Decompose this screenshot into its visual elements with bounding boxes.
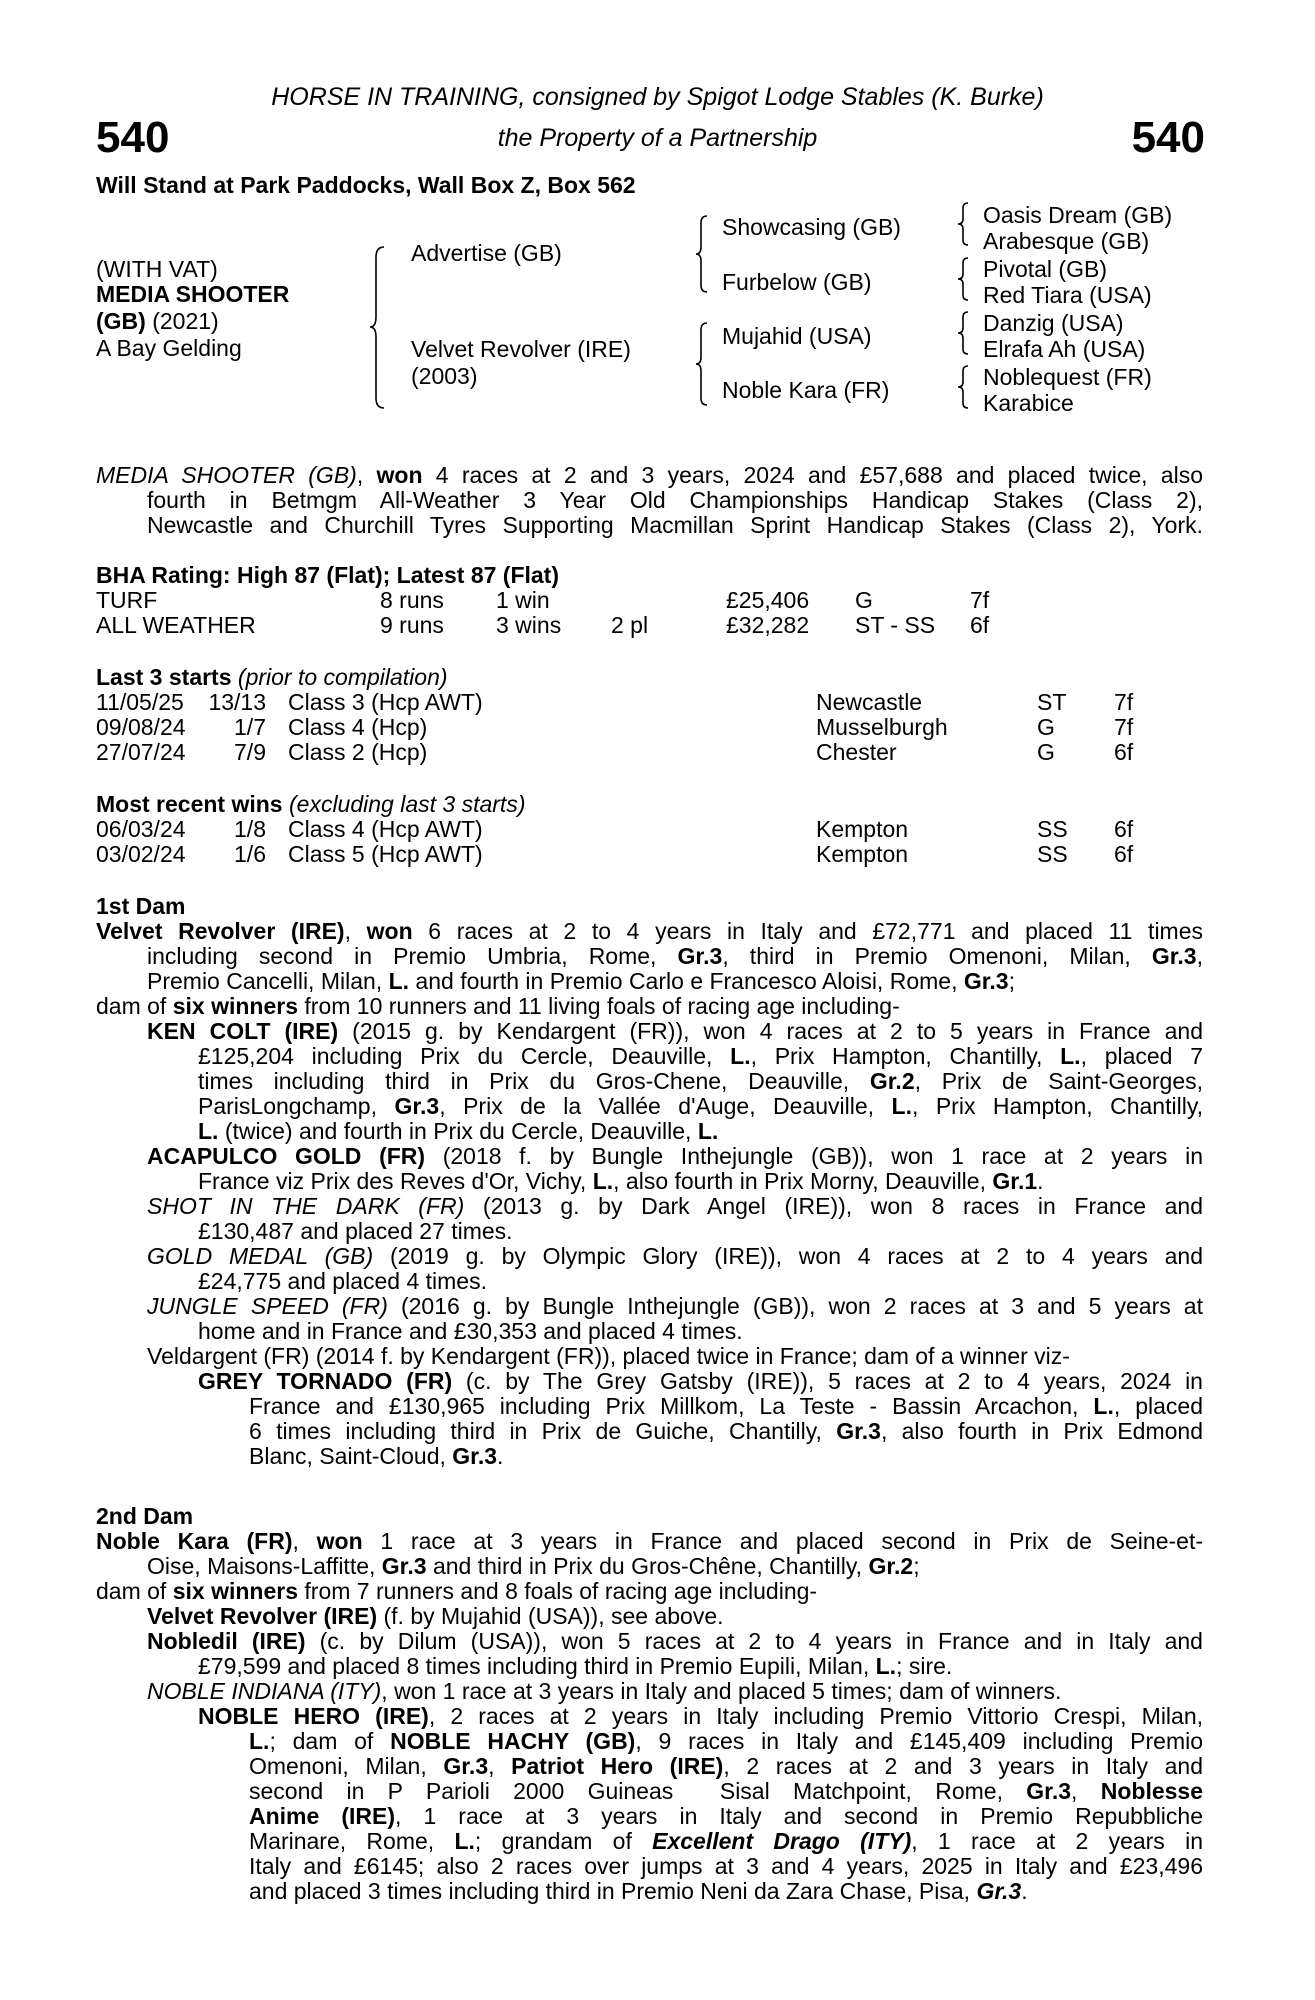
progeny-text: , placed <box>1113 1393 1203 1419</box>
noble-hero-line-7: Italy and £6145; also 2 races over jumps at 3 and 4 years, 2025 in Italy and £23,496 <box>249 1853 1203 1879</box>
start-course: Musselburgh <box>816 714 948 740</box>
progeny-text: , won 1 race at 3 years in Italy and placed 5 times; dam of winners. <box>381 1678 1062 1704</box>
progeny-text: (2015 g. by Kendargent (FR)), won 4 races at 2 to 5 years in France and <box>338 1018 1203 1044</box>
progeny-text: , also fourth in Prix Edmond <box>880 1418 1204 1444</box>
grey-tornado-line-3 <box>249 1419 1203 1444</box>
progeny-text: , 1 race at 3 years in Italy and second in Premio Repubbliche <box>395 1803 1204 1829</box>
progeny-text: , Prix Hampton, Chantilly, <box>911 1093 1203 1119</box>
veldargent-line: Veldargent (FR) (2014 f. by Kendargent (FR)), placed twice in France; dam of a winner viz- <box>147 1343 1070 1369</box>
shot-dark-line-1 <box>147 1194 1203 1219</box>
pedigree-g7: Noblequest (FR) <box>983 364 1152 390</box>
pedigree-sire-sire: Showcasing (GB) <box>722 214 901 240</box>
dam1-text: , <box>1196 943 1203 969</box>
listed-label: L. <box>388 968 410 994</box>
start-date: 27/07/24 <box>96 739 186 765</box>
grey-tornado-line-4 <box>249 1444 503 1469</box>
noble-hero-line-2 <box>249 1729 1203 1754</box>
summary-won: won <box>376 462 423 488</box>
nobledil-line-1 <box>147 1629 1203 1654</box>
progeny-text: , Prix de la Vallée d'Auge, Deauville, <box>439 1093 892 1119</box>
progeny-name: KEN COLT (IRE) <box>147 1018 339 1044</box>
grade-label: Gr.3 <box>976 1878 1022 1904</box>
grey-tornado-line-1 <box>198 1369 1203 1394</box>
progeny-text: Omenoni, Milan, <box>249 1753 444 1779</box>
progeny-name: GREY TORNADO (FR) <box>198 1368 453 1394</box>
dam2-name: Noble Kara (FR) <box>96 1528 293 1554</box>
jungle-speed-line-2: home and in France and £30,353 and placed 4 times. <box>198 1318 743 1344</box>
listed-label: L. <box>198 1118 219 1144</box>
noble-hero-line-4 <box>249 1779 1203 1804</box>
progeny-text: . <box>1021 1878 1028 1904</box>
progeny-text: ; sire. <box>896 1653 953 1679</box>
velvet-revolver-line <box>147 1604 724 1629</box>
pedigree-sire: Advertise (GB) <box>411 240 562 266</box>
progeny-text: , also fourth in Prix Morny, Deauville, <box>613 1168 993 1194</box>
noble-hero-line-1 <box>198 1704 1203 1729</box>
progeny-name: GOLD MEDAL (GB) <box>147 1243 374 1269</box>
dam1-text: from 10 runners and 11 living foals of racing age including- <box>298 993 900 1019</box>
win-course: Kempton <box>816 816 909 842</box>
start-position: 1/7 <box>234 714 266 740</box>
pedigree-brace-dam <box>694 321 710 407</box>
grade-label: Gr.1 <box>992 1168 1038 1194</box>
start-position: 13/13 <box>208 689 266 715</box>
property-line: the Property of a Partnership <box>497 124 818 152</box>
start-date: 09/08/24 <box>96 714 186 740</box>
dam1-text: dam of <box>96 993 173 1019</box>
pedigree-dam: Velvet Revolver (IRE) <box>411 336 631 362</box>
start-position: 7/9 <box>234 739 266 765</box>
horse-origin <box>96 309 219 334</box>
recent-title: Most recent wins <box>96 791 283 817</box>
lot-number-right: 540 <box>1131 113 1205 162</box>
rating-runs: 9 runs <box>380 612 444 638</box>
dam2-text: and third in Prix du Gros-Chêne, Chantilly, <box>426 1553 869 1579</box>
grade-label: Gr.3 <box>381 1553 427 1579</box>
progeny-text: , 9 races in Italy and £145,409 including Premio <box>635 1728 1204 1754</box>
progeny-text: times including third in Prix du Gros-Chene, Deauville, <box>198 1068 870 1094</box>
ken-colt-line-2 <box>198 1044 1203 1069</box>
win-going: SS <box>1037 816 1068 842</box>
start-going: ST <box>1037 689 1067 715</box>
dam1-text: and fourth in Premio Carlo e Francesco Aloisi, Rome, <box>409 968 964 994</box>
rating-wins: 1 win <box>496 587 550 613</box>
dam2-heading: 2nd Dam <box>96 1503 194 1529</box>
vat-label: (WITH VAT) <box>96 256 218 282</box>
listed-label: L. <box>730 1043 751 1069</box>
grey-tornado-line-2 <box>249 1394 1203 1419</box>
lot-number-left: 540 <box>96 113 170 162</box>
dam1-line-4 <box>96 994 900 1019</box>
progeny-name: Velvet Revolver (IRE) <box>147 1603 378 1629</box>
noble-indiana-line <box>147 1679 1061 1704</box>
rating-surface: ALL WEATHER <box>96 612 256 638</box>
start-race: Class 3 (Hcp AWT) <box>288 689 483 715</box>
win-date: 06/03/24 <box>96 816 186 842</box>
progeny-name: NOBLE HACHY (GB) <box>390 1728 636 1754</box>
progeny-text: , Prix Hampton, Chantilly, <box>750 1043 1061 1069</box>
rating-prize: £32,282 <box>726 612 810 638</box>
start-going: G <box>1037 714 1055 740</box>
progeny-text: (2018 f. by Bungle Inthejungle (GB)), won 1 race at 2 years in <box>425 1143 1203 1169</box>
dam1-text: ; <box>1008 968 1015 994</box>
grade-label: Gr.3 <box>1026 1778 1072 1804</box>
rating-prize: £25,406 <box>726 587 810 613</box>
dam1-text: including second in Premio Umbria, Rome, <box>147 943 678 969</box>
start-course: Chester <box>816 739 897 765</box>
progeny-name: JUNGLE SPEED (FR) <box>147 1293 388 1319</box>
pedigree-g3: Pivotal (GB) <box>983 256 1107 282</box>
listed-label: L. <box>592 1168 614 1194</box>
progeny-name: Noblesse <box>1100 1778 1203 1804</box>
start-dist: 7f <box>1114 689 1134 715</box>
progeny-name: Nobledil (IRE) <box>147 1628 306 1654</box>
rating-going: ST - SS <box>855 612 936 638</box>
pedigree-sire-dam: Furbelow (GB) <box>722 269 872 295</box>
jungle-speed-line-1 <box>147 1294 1203 1319</box>
grade-label: Gr.2 <box>868 1553 914 1579</box>
progeny-text: , <box>1071 1778 1101 1804</box>
grade-label: Gr.3 <box>963 968 1009 994</box>
progeny-text: , <box>488 1753 512 1779</box>
dam1-line-2 <box>147 944 1203 969</box>
pedigree-g8: Karabice <box>983 390 1074 416</box>
pedigree-dam-sire: Mujahid (USA) <box>722 323 872 349</box>
horse-year: (2021) <box>145 308 219 334</box>
horse-country: (GB) <box>96 308 146 334</box>
listed-label: L. <box>697 1118 719 1144</box>
dam2-text: dam of <box>96 1578 173 1604</box>
dam1-text: , third in Premio Omenoni, Milan, <box>722 943 1152 969</box>
last3-note: (prior to compilation) <box>231 664 448 690</box>
gold-medal-line-2: £24,775 and placed 4 times. <box>198 1268 487 1294</box>
start-going: G <box>1037 739 1055 765</box>
grade-label: Gr.3 <box>677 943 723 969</box>
noble-hero-line-3 <box>249 1754 1203 1779</box>
progeny-text: (2019 g. by Olympic Glory (IRE)), won 4 races at 2 to 4 years and <box>373 1243 1203 1269</box>
dam1-text: 6 races at 2 to 4 years in Italy and £72,771 and placed 11 times <box>412 918 1203 944</box>
pedigree-brace-g4 <box>956 364 970 410</box>
noble-hero-line-8 <box>249 1879 1028 1904</box>
grade-label: Gr.3 <box>443 1753 489 1779</box>
start-dist: 7f <box>1114 714 1134 740</box>
ken-colt-line-4 <box>198 1094 1203 1119</box>
pedigree-g6: Elrafa Ah (USA) <box>983 336 1146 362</box>
dam2-text: Oise, Maisons-Laffitte, <box>147 1553 382 1579</box>
pedigree-g5: Danzig (USA) <box>983 310 1124 336</box>
progeny-text: £125,204 including Prix du Cercle, Deauville, <box>198 1043 731 1069</box>
grade-label: Gr.3 <box>1151 943 1197 969</box>
rating-surface: TURF <box>96 587 158 613</box>
progeny-name: Anime (IRE) <box>249 1803 396 1829</box>
progeny-text: 6 times including third in Prix de Guiche, Chantilly, <box>249 1418 837 1444</box>
grade-label: Gr.2 <box>869 1068 915 1094</box>
win-race: Class 4 (Hcp AWT) <box>288 816 483 842</box>
summary-line-3: Newcastle and Churchill Tyres Supporting Macmillan Sprint Handicap Stakes (Class 2), York. <box>147 512 1203 538</box>
dam1-won: won <box>366 918 413 944</box>
progeny-text: . <box>497 1443 504 1469</box>
rating-wins: 3 wins <box>496 612 562 638</box>
progeny-text: . <box>1037 1168 1044 1194</box>
rating-heading: BHA Rating: High 87 (Flat); Latest 87 (Flat) <box>96 562 559 588</box>
horse-name: MEDIA SHOOTER <box>96 281 290 307</box>
progeny-text: Blanc, Saint-Cloud, <box>249 1443 453 1469</box>
pedigree-dam-dam: Noble Kara (FR) <box>722 377 890 403</box>
summary-line-2: fourth in Betmgm All-Weather 3 Year Old Championships Handicap Stakes (Class 2), <box>147 487 1203 513</box>
progeny-text: second in P Parioli 2000 Guineas Sisal Matchpoint, Rome, <box>249 1778 1027 1804</box>
dam1-name: Velvet Revolver (IRE) <box>96 918 345 944</box>
progeny-text: France viz Prix des Reves d'Or, Vichy, <box>198 1168 593 1194</box>
listed-label: L. <box>1060 1043 1081 1069</box>
rating-dist: 6f <box>970 612 990 638</box>
win-dist: 6f <box>1114 841 1134 867</box>
progeny-text: (c. by The Grey Gatsby (IRE)), 5 races at 2 to 4 years, 2024 in <box>452 1368 1203 1394</box>
dam2-text: 1 race at 3 years in France and placed second in Prix de Seine-et- <box>362 1528 1204 1554</box>
progeny-name: ACAPULCO GOLD (FR) <box>147 1143 426 1169</box>
rating-going: G <box>855 587 873 613</box>
win-race: Class 5 (Hcp AWT) <box>288 841 483 867</box>
win-position: 1/8 <box>234 816 266 842</box>
summary-text-1: 4 races at 2 and 3 years, 2024 and £57,688 and placed twice, also <box>422 462 1203 488</box>
rating-dist: 7f <box>970 587 990 613</box>
dam1-text: Premio Cancelli, Milan, <box>147 968 389 994</box>
dam2-text: ; <box>913 1553 920 1579</box>
acapulco-line-1 <box>147 1144 1203 1169</box>
progeny-text: France and £130,965 including Prix Millkom, La Teste - Bassin Arcachon, <box>249 1393 1094 1419</box>
listed-label: L. <box>891 1093 912 1119</box>
horse-description: A Bay Gelding <box>96 335 242 361</box>
summary-line-1: MEDIA SHOOTER (GB), won 4 races at 2 and 3 years, 2024 and £57,688 and placed twice, also <box>96 462 1203 488</box>
summary-horse-name: MEDIA SHOOTER (GB) <box>96 462 357 488</box>
dam2-line-3 <box>96 1579 817 1604</box>
progeny-text: (f. by Mujahid (USA)), see above. <box>377 1603 724 1629</box>
dam2-text: from 7 runners and 8 foals of racing age including- <box>298 1578 818 1604</box>
grade-label: Gr.3 <box>836 1418 881 1444</box>
dam2-line-1: Noble Kara (FR), won 1 race at 3 years in France and placed second in Prix de Seine-et- <box>96 1528 1204 1554</box>
gold-medal-line-1 <box>147 1244 1203 1269</box>
ken-colt-line-5 <box>198 1119 718 1144</box>
progeny-name: Patriot Hero (IRE) <box>511 1753 724 1779</box>
dam1-winners: six winners <box>172 993 298 1019</box>
shot-dark-line-2: £130,487 and placed 27 times. <box>198 1218 513 1244</box>
start-race: Class 2 (Hcp) <box>288 739 428 765</box>
progeny-name: NOBLE HERO (IRE) <box>198 1703 429 1729</box>
listed-label: L. <box>875 1653 897 1679</box>
ken-colt-line-3 <box>198 1069 1203 1094</box>
progeny-text: ; dam of <box>269 1728 391 1754</box>
progeny-text: ; grandam of <box>474 1828 653 1854</box>
dam2-winners: six winners <box>172 1578 298 1604</box>
progeny-text: , placed 7 <box>1080 1043 1203 1069</box>
progeny-text: ParisLongchamp, <box>198 1093 395 1119</box>
progeny-name: Excellent Drago (ITY) <box>652 1828 912 1854</box>
pedigree-brace-main <box>368 245 388 410</box>
location-line: Will Stand at Park Paddocks, Wall Box Z, Box 562 <box>96 172 636 198</box>
win-course: Kempton <box>816 841 909 867</box>
win-position: 1/6 <box>234 841 266 867</box>
listed-label: L. <box>1093 1393 1114 1419</box>
ken-colt-line-1 <box>147 1019 1203 1044</box>
progeny-text: , 2 races at 2 years in Italy including Premio Vittorio Crespi, Milan, <box>428 1703 1204 1729</box>
progeny-text: , 1 race at 2 years in <box>911 1828 1203 1854</box>
pedigree-brace-g3 <box>956 310 970 356</box>
win-date: 03/02/24 <box>96 841 186 867</box>
start-race: Class 4 (Hcp) <box>288 714 428 740</box>
progeny-text: , Prix de Saint-Georges, <box>914 1068 1204 1094</box>
pedigree-g2: Arabesque (GB) <box>983 228 1150 254</box>
pedigree-brace-sire <box>694 214 710 294</box>
progeny-name: NOBLE INDIANA (ITY) <box>147 1678 382 1704</box>
nobledil-line-2 <box>198 1654 952 1679</box>
dam1-heading: 1st Dam <box>96 893 186 919</box>
noble-hero-line-6 <box>249 1829 1203 1854</box>
rating-runs: 8 runs <box>380 587 444 613</box>
start-course: Newcastle <box>816 689 923 715</box>
pedigree-g4: Red Tiara (USA) <box>983 282 1152 308</box>
recent-note: (excluding last 3 starts) <box>282 791 526 817</box>
recent-heading <box>96 792 525 817</box>
dam2-won: won <box>316 1528 363 1554</box>
start-dist: 6f <box>1114 739 1134 765</box>
dam1-line-3 <box>147 969 1015 994</box>
start-date: 11/05/25 <box>96 689 184 715</box>
acapulco-line-2 <box>198 1169 1044 1194</box>
progeny-text: (c. by Dilum (USA)), won 5 races at 2 to 4 years in France and in Italy and <box>305 1628 1203 1654</box>
progeny-text: (2013 g. by Dark Angel (IRE)), won 8 races in France and <box>464 1193 1203 1219</box>
progeny-text: (twice) and fourth in Prix du Cercle, Deauville, <box>218 1118 698 1144</box>
dam2-line-2 <box>147 1554 920 1579</box>
listed-label: L. <box>454 1828 475 1854</box>
listed-label: L. <box>249 1728 270 1754</box>
progeny-text: £79,599 and placed 8 times including third in Premio Eupili, Milan, <box>198 1653 876 1679</box>
progeny-text: , 2 races at 2 and 3 years in Italy and <box>723 1753 1203 1779</box>
last3-title: Last 3 starts <box>96 664 232 690</box>
consignor-line: HORSE IN TRAINING, consigned by Spigot Lodge Stables (K. Burke) <box>271 83 1044 111</box>
progeny-text: and placed 3 times including third in Premio Neni da Zara Chase, Pisa, <box>249 1878 977 1904</box>
progeny-name: SHOT IN THE DARK (FR) <box>147 1193 465 1219</box>
grade-label: Gr.3 <box>452 1443 498 1469</box>
progeny-text: Marinare, Rome, <box>249 1828 455 1854</box>
pedigree-brace-g2 <box>956 256 970 302</box>
win-dist: 6f <box>1114 816 1134 842</box>
dam1-line-1: Velvet Revolver (IRE), won 6 races at 2 to 4 years in Italy and £72,771 and placed 11 times <box>96 918 1203 944</box>
rating-placed: 2 pl <box>611 612 649 638</box>
grade-label: Gr.3 <box>394 1093 440 1119</box>
progeny-text: (2016 g. by Bungle Inthejungle (GB)), won 2 races at 3 and 5 years at <box>387 1293 1203 1319</box>
pedigree-dam-year: (2003) <box>411 363 478 389</box>
pedigree-brace-g1 <box>956 201 970 247</box>
pedigree-g1: Oasis Dream (GB) <box>983 202 1173 228</box>
win-going: SS <box>1037 841 1068 867</box>
last3-heading <box>96 665 448 690</box>
noble-hero-line-5 <box>249 1804 1203 1829</box>
